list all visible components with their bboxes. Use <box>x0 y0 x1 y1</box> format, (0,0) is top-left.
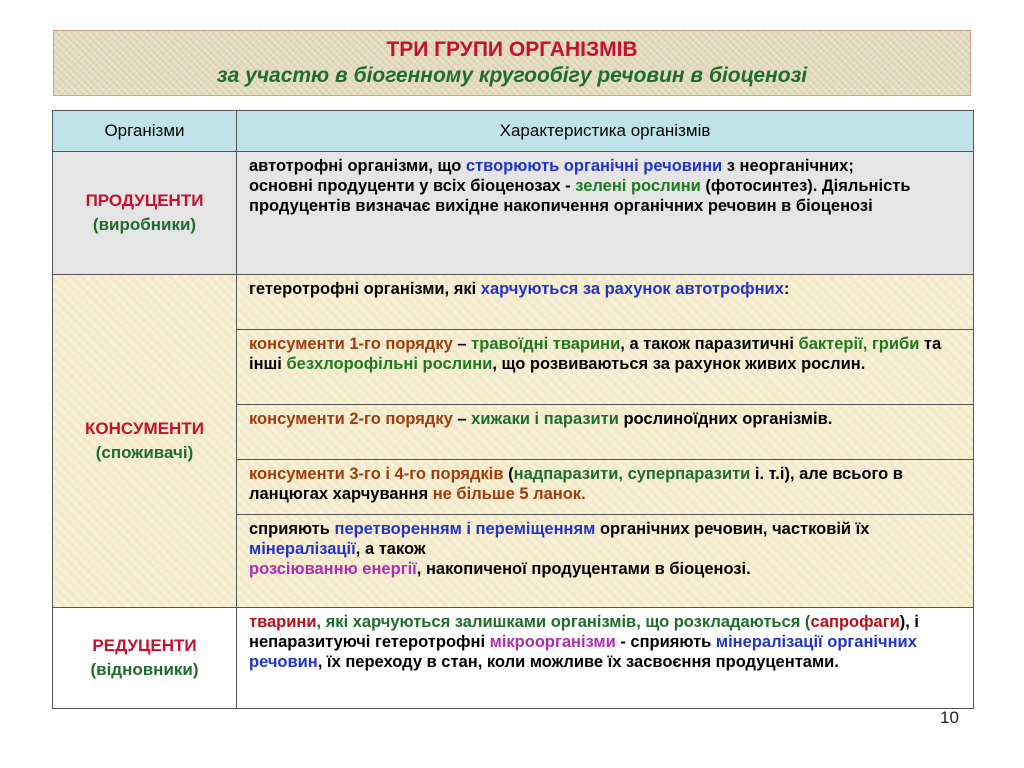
text-segment: ), і непаразитуючі гетеротрофні <box>249 613 919 651</box>
reducers-description <box>237 608 974 709</box>
text-segment: ( <box>503 465 514 483</box>
table-row-reducers <box>53 608 974 709</box>
text-segment: органічних речовин, частковій їх <box>595 520 870 538</box>
text-segment: (фотосинтез). Діяльність продуцентів визначає вихідне накопичення органічних речовин в біоценозі <box>249 177 911 215</box>
slide-title: ТРИ ГРУПИ ОРГАНІЗМІВ <box>386 38 638 61</box>
text-segment: харчуються за рахунок автотрофних <box>480 280 784 298</box>
text-segment: травоїдні тварини <box>471 335 621 353</box>
text-segment: тварини <box>249 613 317 631</box>
reducers-cell <box>53 608 237 709</box>
text-segment: , а також паразитичні <box>620 335 799 353</box>
producers-description <box>237 152 974 275</box>
text-segment: надпаразити, суперпаразити <box>513 465 751 483</box>
text-segment: перетворенням і переміщенням <box>334 520 596 538</box>
text-segment: розсіюванню енергії <box>249 560 417 578</box>
text-segment: безхлорофільні рослини <box>286 355 493 373</box>
text-segment: , що розвиваються за рахунок живих рослин. <box>492 355 866 373</box>
group-name: РЕДУЦЕНТИ <box>92 636 197 655</box>
text-segment: основні продуценти у всіх біоценозах - <box>249 177 576 195</box>
text-segment: консументи 3-го і 4-го порядків <box>249 465 504 483</box>
header-organisms: Організми <box>53 111 237 152</box>
text-segment: гетеротрофні організми, які <box>249 280 481 298</box>
consumers-cell <box>53 275 237 608</box>
text-segment: мінералізації <box>249 540 356 558</box>
text-segment: – <box>452 410 472 428</box>
group-subtitle: (виробники) <box>92 215 197 234</box>
text-segment: : <box>783 280 790 298</box>
consumers-order3 <box>237 460 974 515</box>
text-segment: , накопиченої продуцентами в біоценозі. <box>416 560 751 578</box>
text-segment: , а також <box>355 540 426 558</box>
text-segment: сприяють <box>249 520 335 538</box>
group-name: КОНСУМЕНТИ <box>85 419 204 438</box>
group-subtitle: (споживачі) <box>95 443 194 462</box>
group-name: ПРОДУЦЕНТИ <box>85 191 204 210</box>
slide-subtitle: за участю в біогенному кругообігу речовин в біоценозі <box>216 64 808 87</box>
text-segment: автотрофні організми, що <box>249 157 466 175</box>
consumers-order1 <box>237 330 974 405</box>
table-header-row <box>53 111 974 152</box>
text-segment: не більше 5 ланок. <box>432 485 586 503</box>
text-segment: та інші <box>249 335 942 373</box>
text-segment: і. т.і), але всього в ланцюгах харчування <box>249 465 903 503</box>
consumers-role <box>237 515 974 608</box>
consumers-description <box>237 275 974 330</box>
text-segment: створюють органічні речовини <box>465 157 723 175</box>
text-segment: мінералізації органічних речовин <box>249 633 917 671</box>
text-segment: – <box>452 335 472 353</box>
text-segment: хижаки і паразити <box>471 410 619 428</box>
text-segment: мікроорганізми <box>489 633 616 651</box>
header-characteristics: Характеристика організмів <box>237 111 974 152</box>
table-row-producers <box>53 152 974 275</box>
text-segment: сапрофаги <box>810 613 900 631</box>
table-row-consumers-0 <box>53 275 974 330</box>
text-segment: зелені рослини <box>575 177 701 195</box>
text-segment: з неорганічних; <box>722 157 854 175</box>
consumers-order2 <box>237 405 974 460</box>
group-subtitle: (відновники) <box>90 660 199 679</box>
text-segment: рослиноїдних організмів. <box>618 410 833 428</box>
text-segment: консументи 1-го порядку <box>249 335 453 353</box>
title-box <box>53 30 971 96</box>
text-segment: консументи 2-го порядку <box>249 410 453 428</box>
text-segment: , їх переходу в стан, коли можливе їх засвоєння продуцентами. <box>317 653 839 671</box>
organisms-table <box>52 110 974 709</box>
text-segment: , які харчуються залишками організмів, що розкладаються ( <box>316 613 811 631</box>
page-number: 10 <box>940 708 959 727</box>
text-segment: бактерії, гриби <box>798 335 920 353</box>
producers-cell <box>53 152 237 275</box>
text-segment: - сприяють <box>615 633 716 651</box>
